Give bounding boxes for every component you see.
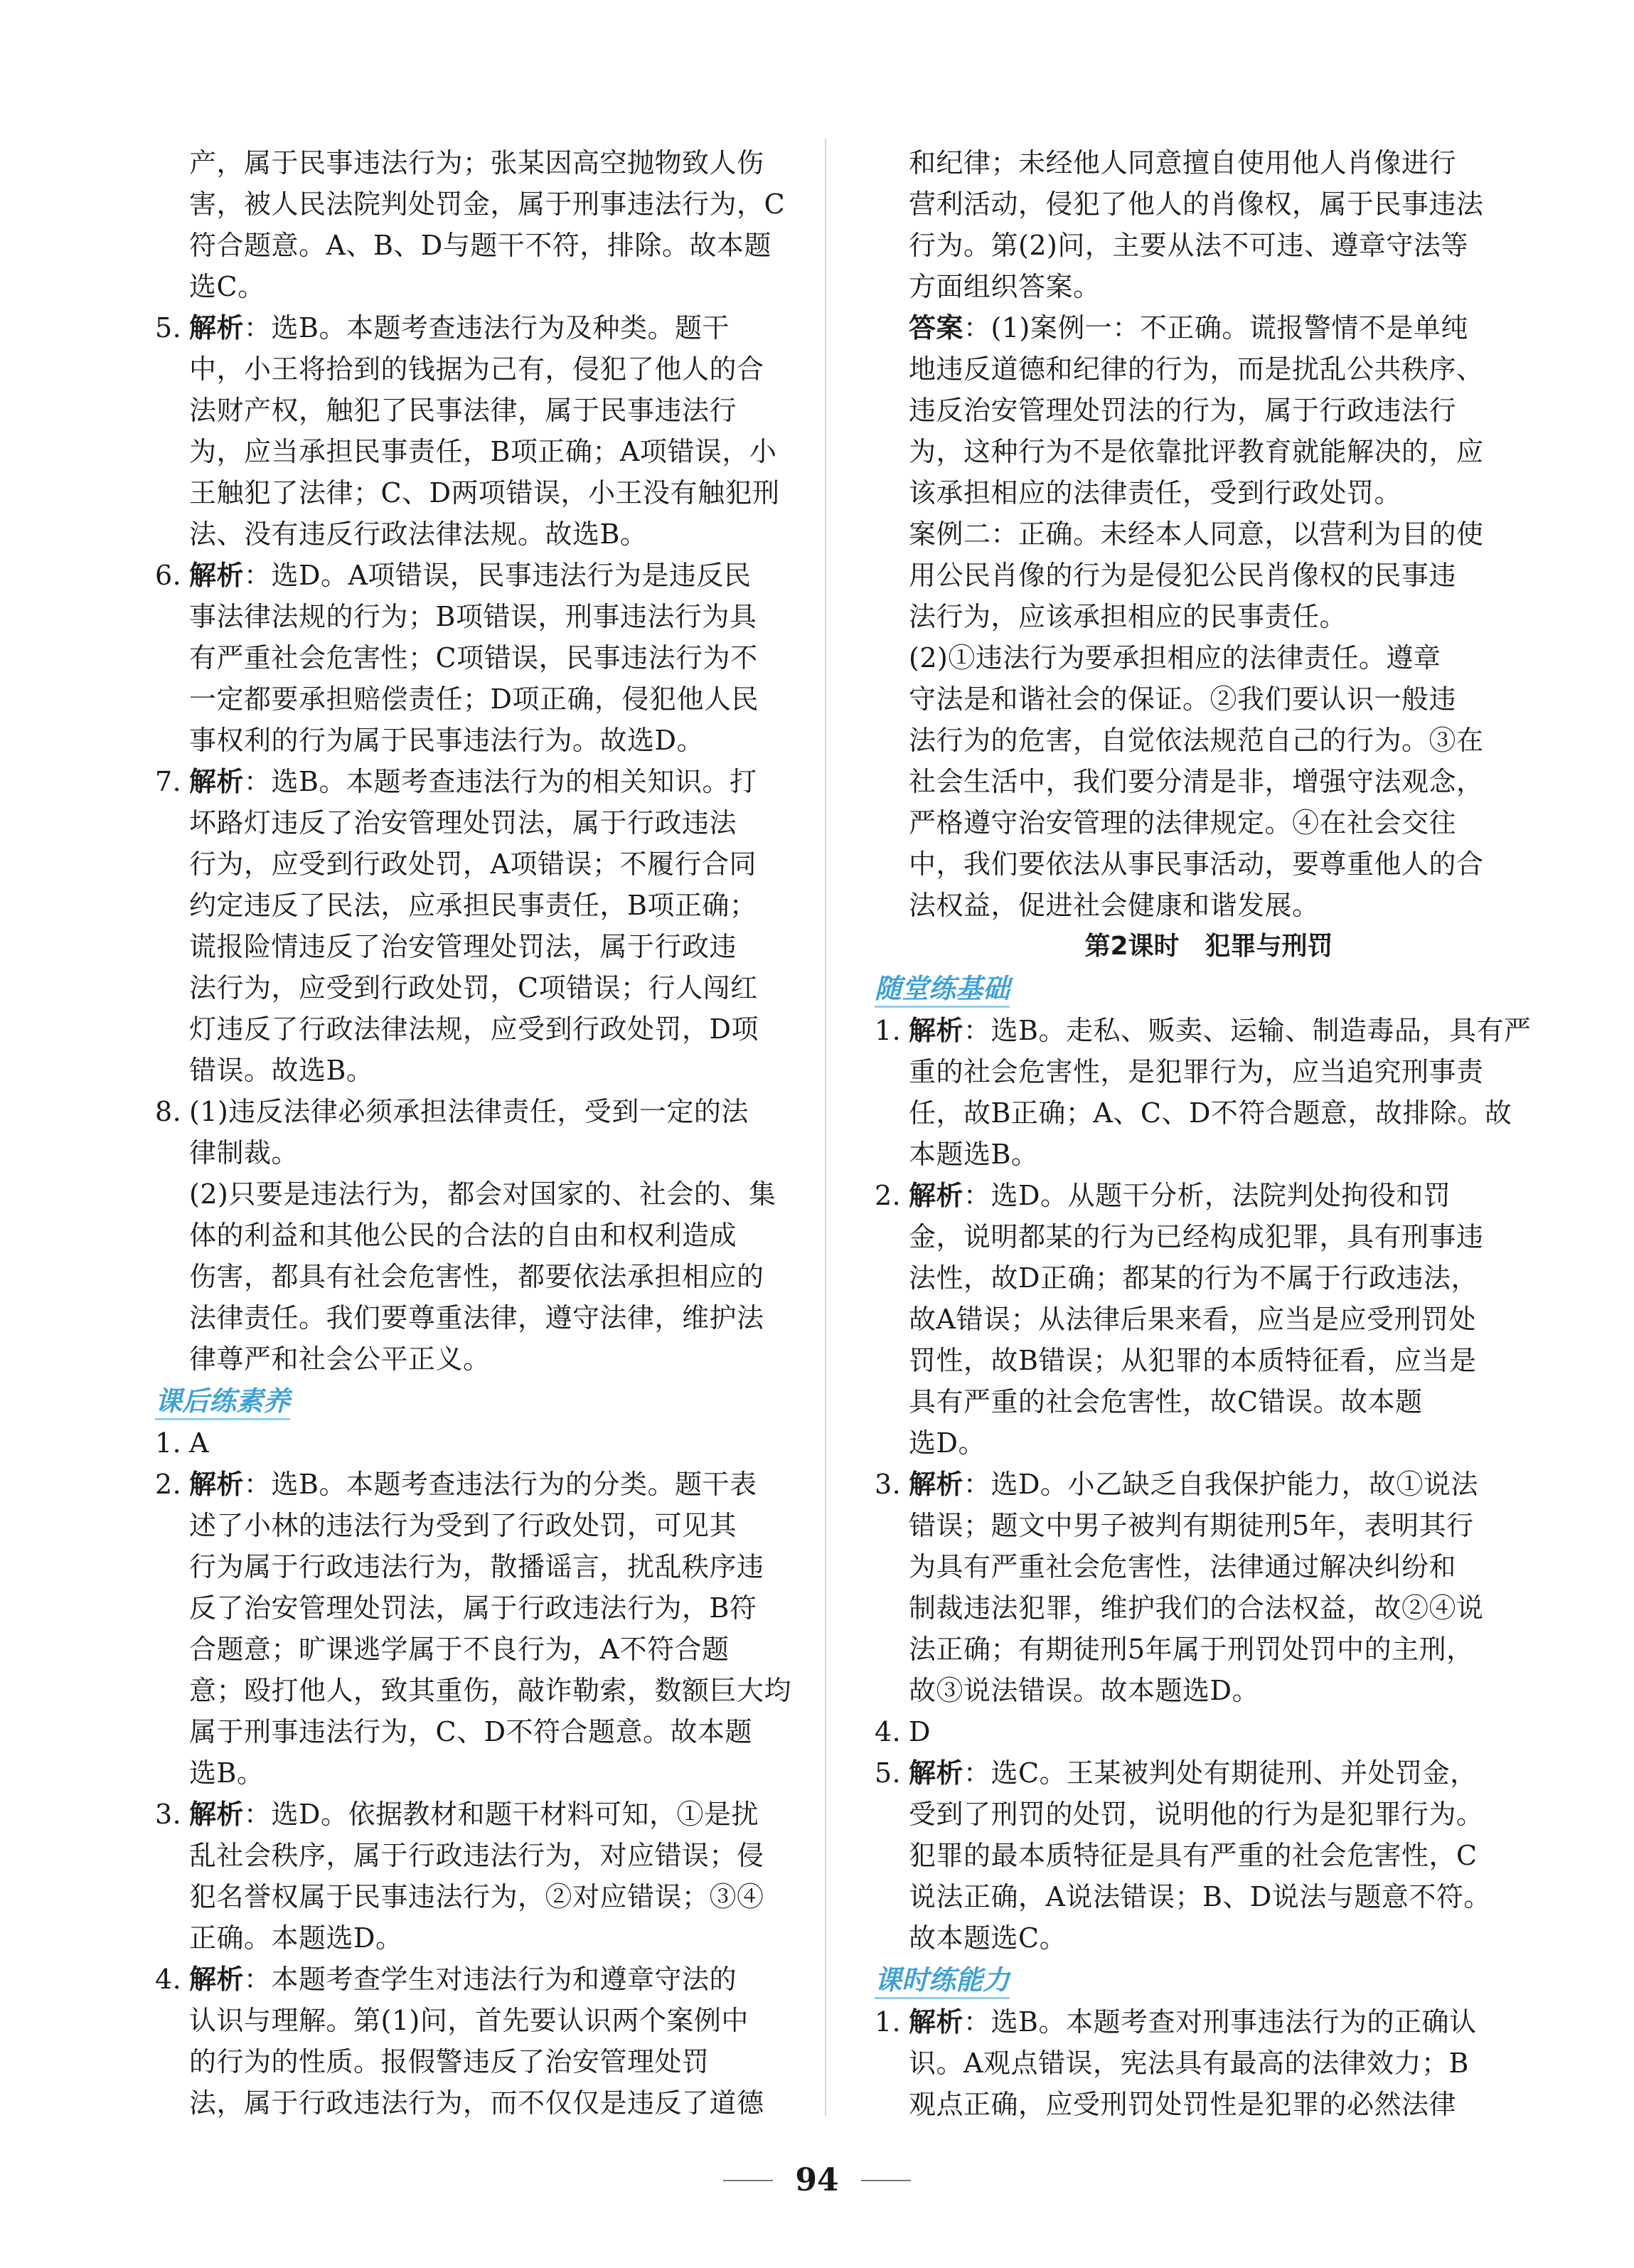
analysis-label: 解析 (189, 1964, 245, 1995)
text-line (875, 183, 1543, 225)
line-text: (2)只要是违法行为，都会对国家的、社会的、集 (189, 1178, 776, 1210)
line-text: 说法正确，A说法错误；B、D说法与题意不符。 (909, 1881, 1491, 1912)
line-text: 为，应当承担民事责任，B项正确；A项错误，小 (189, 436, 777, 467)
text-line (155, 637, 823, 678)
analysis-label: 解析 (909, 2006, 964, 2038)
question-number: 1. (875, 2006, 902, 2038)
line-text: 属于刑事违法行为，C、D不符合题意。故本题 (189, 1716, 753, 1747)
text-line (875, 802, 1543, 843)
line-text: 受到了刑罚的处罚，说明他的行为是犯罪行为。 (909, 1799, 1484, 1830)
line-text: 守法是和谐社会的保证。②我们要认识一般违 (909, 683, 1457, 715)
text-line (875, 761, 1543, 802)
text-line (155, 1215, 823, 1256)
text-line (155, 1711, 823, 1752)
line-text: 具有严重的社会危害性，故C错误。故本题 (909, 1386, 1423, 1417)
analysis-label: 解析 (189, 1469, 245, 1500)
question-number: 8. (155, 1096, 182, 1127)
line-text: A (189, 1427, 209, 1459)
analysis-label: 解析 (909, 1469, 964, 1500)
text-line (875, 1505, 1543, 1546)
question-number: 5. (875, 1757, 902, 1789)
analysis-label: 解析 (909, 1757, 964, 1789)
line-text: 识。A观点错误，宪法具有最高的法律效力；B (909, 2048, 1469, 2079)
analysis-label: 解析 (189, 1799, 245, 1830)
line-text: 选D。 (909, 1427, 986, 1459)
text-line (155, 1629, 823, 1670)
analysis-label: 解析 (909, 1015, 964, 1046)
line-text: 合题意；旷课逃学属于不良行为，A不符合题 (189, 1634, 730, 1665)
question-number: 3. (155, 1799, 182, 1830)
line-text: 事权利的行为属于民事违法行为。故选D。 (189, 725, 704, 756)
line-text: 案例二：正确。未经本人同意，以营利为目的使 (909, 518, 1484, 550)
section-heading-text: 课时练能力 (875, 1964, 1010, 1999)
line-text: 犯罪的最本质特征是具有严重的社会危害性，C (909, 1840, 1478, 1871)
line-text: 违反治安管理处罚法的行为，属于行政违法行 (909, 395, 1457, 426)
line-text: 意；殴打他人，致其重伤，敲诈勒索，数额巨大均 (189, 1675, 792, 1706)
line-text: 为具有严重社会危害性，法律通过解决纠纷和 (909, 1551, 1457, 1582)
text-line (155, 678, 823, 720)
line-text: 的行为的性质。报假警违反了治安管理处罚 (189, 2046, 710, 2077)
question-line (875, 1752, 1543, 1794)
line-text: 认识与理解。第(1)问，首先要认识两个案例中 (189, 2005, 749, 2036)
line-text: 行为，应受到行政处罚，A项错误；不履行合同 (189, 848, 757, 880)
line-text: 故A错误；从法律后果来看，应当是应受刑罚处 (909, 1304, 1476, 1335)
question-number: 6. (155, 560, 182, 591)
text-line (155, 1173, 823, 1215)
question-line (155, 1959, 823, 2000)
text-line (155, 1338, 823, 1380)
footer-rule-right (861, 2180, 911, 2181)
text-line (875, 720, 1543, 761)
line-text: 罚性，故B错误；从犯罪的本质特征看，应当是 (909, 1345, 1477, 1376)
text-line (155, 1835, 823, 1876)
text-line (875, 142, 1543, 183)
line-text: 律尊严和社会公平正义。 (189, 1343, 491, 1375)
question-line (875, 1711, 1543, 1752)
left-column (155, 142, 823, 2124)
line-text: 有严重社会危害性；C项错误，民事违法行为不 (189, 642, 758, 674)
line-text: 述了小林的违法行为受到了行政处罚，可见其 (189, 1510, 737, 1541)
text-line (155, 802, 823, 843)
line-text: 营利活动，侵犯了他人的肖像权，属于民事违法 (909, 188, 1484, 220)
text-line (875, 1670, 1543, 1711)
line-text: 制裁违法犯罪，维护我们的合法权益，故②④说 (909, 1592, 1484, 1624)
line-text: 犯名誉权属于民事违法行为，②对应错误；③④ (189, 1881, 764, 1912)
line-text: 法、没有违反行政法律法规。故选B。 (189, 518, 648, 550)
text-line (875, 1381, 1543, 1422)
section-heading-text: 随堂练基础 (875, 973, 1010, 1008)
line-text: 约定违反了民法，应承担民事责任，B项正确； (189, 890, 757, 921)
question-line (155, 1091, 823, 1132)
text-line (155, 843, 823, 885)
text-line (875, 1422, 1543, 1464)
question-line (155, 1464, 823, 1505)
analysis-label: 解析 (189, 766, 245, 797)
text-line (155, 2082, 823, 2124)
text-line (875, 1587, 1543, 1629)
text-line (155, 926, 823, 967)
text-line (155, 1876, 823, 1917)
text-line (155, 348, 823, 390)
line-text: 错误；题文中男子被判有期徒刑5年，表明其行 (909, 1510, 1474, 1541)
analysis-label: 解析 (909, 1180, 964, 1211)
text-line (155, 1752, 823, 1794)
text-line (875, 1629, 1543, 1670)
text-line (155, 183, 823, 225)
text-line (155, 431, 823, 472)
text-line (155, 1050, 823, 1091)
section-heading (155, 1381, 823, 1421)
line-text: 事法律法规的行为；B项错误，刑事违法行为具 (189, 601, 757, 632)
text-line (155, 596, 823, 637)
text-line (875, 2084, 1543, 2125)
text-line (875, 678, 1543, 720)
page-footer (0, 2162, 1634, 2198)
line-text: 一定都要承担赔偿责任；D项正确，侵犯他人民 (189, 683, 759, 715)
line-text: 法正确；有期徒刑5年属于刑罚处罚中的主刑， (909, 1634, 1474, 1665)
section-heading (875, 1960, 1543, 2000)
text-line (875, 348, 1543, 390)
text-line (875, 1051, 1543, 1092)
line-text: (2)①违法行为要承担相应的法律责任。遵章 (909, 642, 1441, 674)
line-text: 中，小王将拾到的钱据为己有，侵犯了他人的合 (189, 353, 764, 385)
question-line (875, 1175, 1543, 1216)
line-text: 错误。故选B。 (189, 1055, 374, 1086)
line-text: 反了治安管理处罚法，属于行政违法行为，B符 (189, 1592, 757, 1624)
question-line (875, 2001, 1543, 2043)
text-line (155, 472, 823, 513)
line-text: 故本题选C。 (909, 1922, 1067, 1954)
line-text: 律制裁。 (189, 1137, 299, 1168)
text-line (155, 885, 823, 926)
line-text: 乱社会秩序，属于行政违法行为，对应错误；侵 (189, 1840, 764, 1871)
section-heading-text: 课后练素养 (155, 1385, 290, 1420)
column-divider (825, 139, 826, 2116)
text-line (155, 967, 823, 1008)
line-text: 用公民肖像的行为是侵犯公民肖像权的民事违 (909, 560, 1457, 591)
text-line (875, 1546, 1543, 1587)
text-line (155, 1297, 823, 1338)
section-heading (875, 969, 1543, 1008)
text-line (155, 720, 823, 761)
question-number: 5. (155, 312, 182, 344)
text-line (875, 596, 1543, 637)
line-text: 王触犯了法律；C、D两项错误，小王没有触犯刑 (189, 477, 780, 509)
question-line (155, 307, 823, 348)
line-text: 选B。 (189, 1757, 265, 1789)
text-line (155, 2041, 823, 2082)
text-line (875, 555, 1543, 596)
line-text: 正确。本题选D。 (189, 1922, 403, 1954)
line-text: 法财产权，触犯了民事法律，属于民事违法行 (189, 395, 737, 426)
line-text: ：选D。小乙缺乏自我保护能力，故①说法 (963, 1469, 1478, 1500)
line-text: 灯违反了行政法律法规，应受到行政处罚，D项 (189, 1013, 759, 1045)
line-text: 该承担相应的法律责任，受到行政处罚。 (909, 477, 1402, 509)
text-line (875, 1876, 1543, 1917)
line-text: 社会生活中，我们要分清是非，增强守法观念， (909, 766, 1484, 797)
line-text: ：(1)案例一：不正确。谎报警情不是单纯 (963, 312, 1468, 344)
text-line (875, 2043, 1543, 2084)
line-text: 害，被人民法院判处罚金，属于刑事违法行为，C (189, 188, 786, 220)
question-line (875, 1010, 1543, 1051)
answer-line (875, 307, 1543, 348)
line-text: ：选C。王某被判处有期徒刑、并处罚金， (963, 1757, 1478, 1789)
line-text: 中，我们要依法从事民事活动，要尊重他人的合 (909, 848, 1484, 880)
text-line (875, 885, 1543, 926)
lesson-title: 第2课时 犯罪与刑罚 (1084, 932, 1333, 961)
answer-label: 答案 (909, 312, 964, 344)
text-line (875, 1917, 1543, 1959)
line-text: 法行为，应受到行政处罚，C项错误；行人闯红 (189, 972, 758, 1003)
line-text: ：本题考查学生对违法行为和遵章守法的 (244, 1964, 737, 1995)
question-number: 1. (155, 1427, 182, 1459)
page-number: 94 (795, 2162, 839, 2198)
text-line (875, 513, 1543, 555)
text-line (155, 1546, 823, 1587)
question-number: 3. (875, 1469, 902, 1500)
text-line (875, 1794, 1543, 1835)
footer-rule-left (723, 2180, 773, 2181)
question-number: 2. (875, 1180, 902, 1211)
question-number: 1. (875, 1015, 902, 1046)
question-number: 7. (155, 766, 182, 797)
line-text: 地违反道德和纪律的行为，而是扰乱公共秩序、 (909, 353, 1484, 385)
line-text: 和纪律；未经他人同意擅自使用他人肖像进行 (909, 147, 1457, 179)
right-column (875, 142, 1543, 2125)
line-text: ：选B。本题考查违法行为的相关知识。打 (244, 766, 757, 797)
text-line (875, 225, 1543, 266)
line-text: 法性，故D正确；都某的行为不属于行政违法， (909, 1262, 1478, 1294)
text-line (155, 1505, 823, 1546)
text-line (155, 1008, 823, 1050)
line-text: ：选B。本题考查对刑事违法行为的正确认 (963, 2006, 1477, 2038)
question-line (155, 555, 823, 596)
text-line (155, 1670, 823, 1711)
line-text: 符合题意。A、B、D与题干不符，排除。故本题 (189, 230, 771, 261)
line-text: 产，属于民事违法行为；张某因高空抛物致人伤 (189, 147, 764, 179)
question-line (875, 1464, 1543, 1505)
line-text: 严格遵守治安管理的法律规定。④在社会交往 (909, 807, 1457, 838)
text-line (875, 637, 1543, 678)
text-line (875, 1299, 1543, 1340)
line-text: D (909, 1716, 931, 1747)
text-line (875, 472, 1543, 513)
line-text: 法行为的危害，自觉依法规范自己的行为。③在 (909, 725, 1484, 756)
text-line (875, 431, 1543, 472)
line-text: ：选D。从题干分析，法院判处拘役和罚 (963, 1180, 1451, 1211)
line-text: 重的社会危害性，是犯罪行为，应当追究刑事责 (909, 1056, 1484, 1087)
line-text: 坏路灯违反了治安管理处罚法，属于行政违法 (189, 807, 737, 838)
line-text: 任，故B正确；A、C、D不符合题意，故排除。故 (909, 1097, 1512, 1129)
text-line (875, 1092, 1543, 1134)
line-text: 法权益，促进社会健康和谐发展。 (909, 890, 1320, 921)
text-line (155, 1132, 823, 1173)
question-number: 2. (155, 1469, 182, 1500)
text-line (875, 1340, 1543, 1381)
text-line (875, 1835, 1543, 1876)
line-text: 观点正确，应受刑罚处罚性是犯罪的必然法律 (909, 2089, 1457, 2120)
analysis-label: 解析 (189, 560, 245, 591)
text-line (155, 225, 823, 266)
text-line (155, 266, 823, 307)
text-line (875, 266, 1543, 307)
line-text: (1)违反法律必须承担法律责任，受到一定的法 (189, 1096, 749, 1127)
line-text: 故③说法错误。故本题选D。 (909, 1675, 1259, 1706)
line-text: 行为。第(2)问，主要从法不可违、遵章守法等 (909, 230, 1468, 261)
text-line (155, 142, 823, 183)
text-line (155, 1587, 823, 1629)
text-line (875, 1134, 1543, 1175)
question-line (155, 761, 823, 802)
line-text: 伤害，都具有社会危害性，都要依法承担相应的 (189, 1261, 764, 1292)
text-line (875, 1216, 1543, 1257)
line-text: ：选D。依据教材和题干材料可知，①是扰 (244, 1799, 759, 1830)
text-line (155, 390, 823, 431)
line-text: 为，这种行为不是依靠批评教育就能解决的，应 (909, 436, 1484, 467)
text-line (155, 1917, 823, 1959)
line-text: 金，说明都某的行为已经构成犯罪，具有刑事违 (909, 1221, 1484, 1252)
question-line (155, 1422, 823, 1464)
text-line (155, 2000, 823, 2041)
line-text: ：选B。本题考查违法行为的分类。题干表 (244, 1469, 757, 1500)
line-text: 方面组织答案。 (909, 271, 1101, 302)
line-text: 行为属于行政违法行为，散播谣言，扰乱秩序违 (189, 1551, 764, 1582)
line-text: ：选D。A项错误，民事违法行为是违反民 (244, 560, 752, 591)
line-text: 法律责任。我们要尊重法律，遵守法律，维护法 (189, 1302, 764, 1333)
text-line (875, 1257, 1543, 1299)
line-text: 法行为，应该承担相应的民事责任。 (909, 601, 1347, 632)
text-line (155, 1256, 823, 1297)
text-line (875, 843, 1543, 885)
question-number: 4. (875, 1716, 902, 1747)
question-number: 4. (155, 1964, 182, 1995)
line-text: 本题选B。 (909, 1139, 1039, 1170)
analysis-label: 解析 (189, 312, 245, 344)
line-text: 体的利益和其他公民的合法的自由和权利造成 (189, 1220, 737, 1251)
question-line (155, 1794, 823, 1835)
text-line (875, 390, 1543, 431)
line-text: 法，属于行政违法行为，而不仅仅是违反了道德 (189, 2087, 764, 2119)
line-text: 谎报险情违反了治安管理处罚法，属于行政违 (189, 931, 737, 962)
line-text: ：选B。本题考查违法行为及种类。题干 (244, 312, 730, 344)
line-text: ：选B。走私、贩卖、运输、制造毒品，具有严 (963, 1015, 1532, 1046)
text-line (155, 513, 823, 555)
line-text: 选C。 (189, 271, 265, 302)
